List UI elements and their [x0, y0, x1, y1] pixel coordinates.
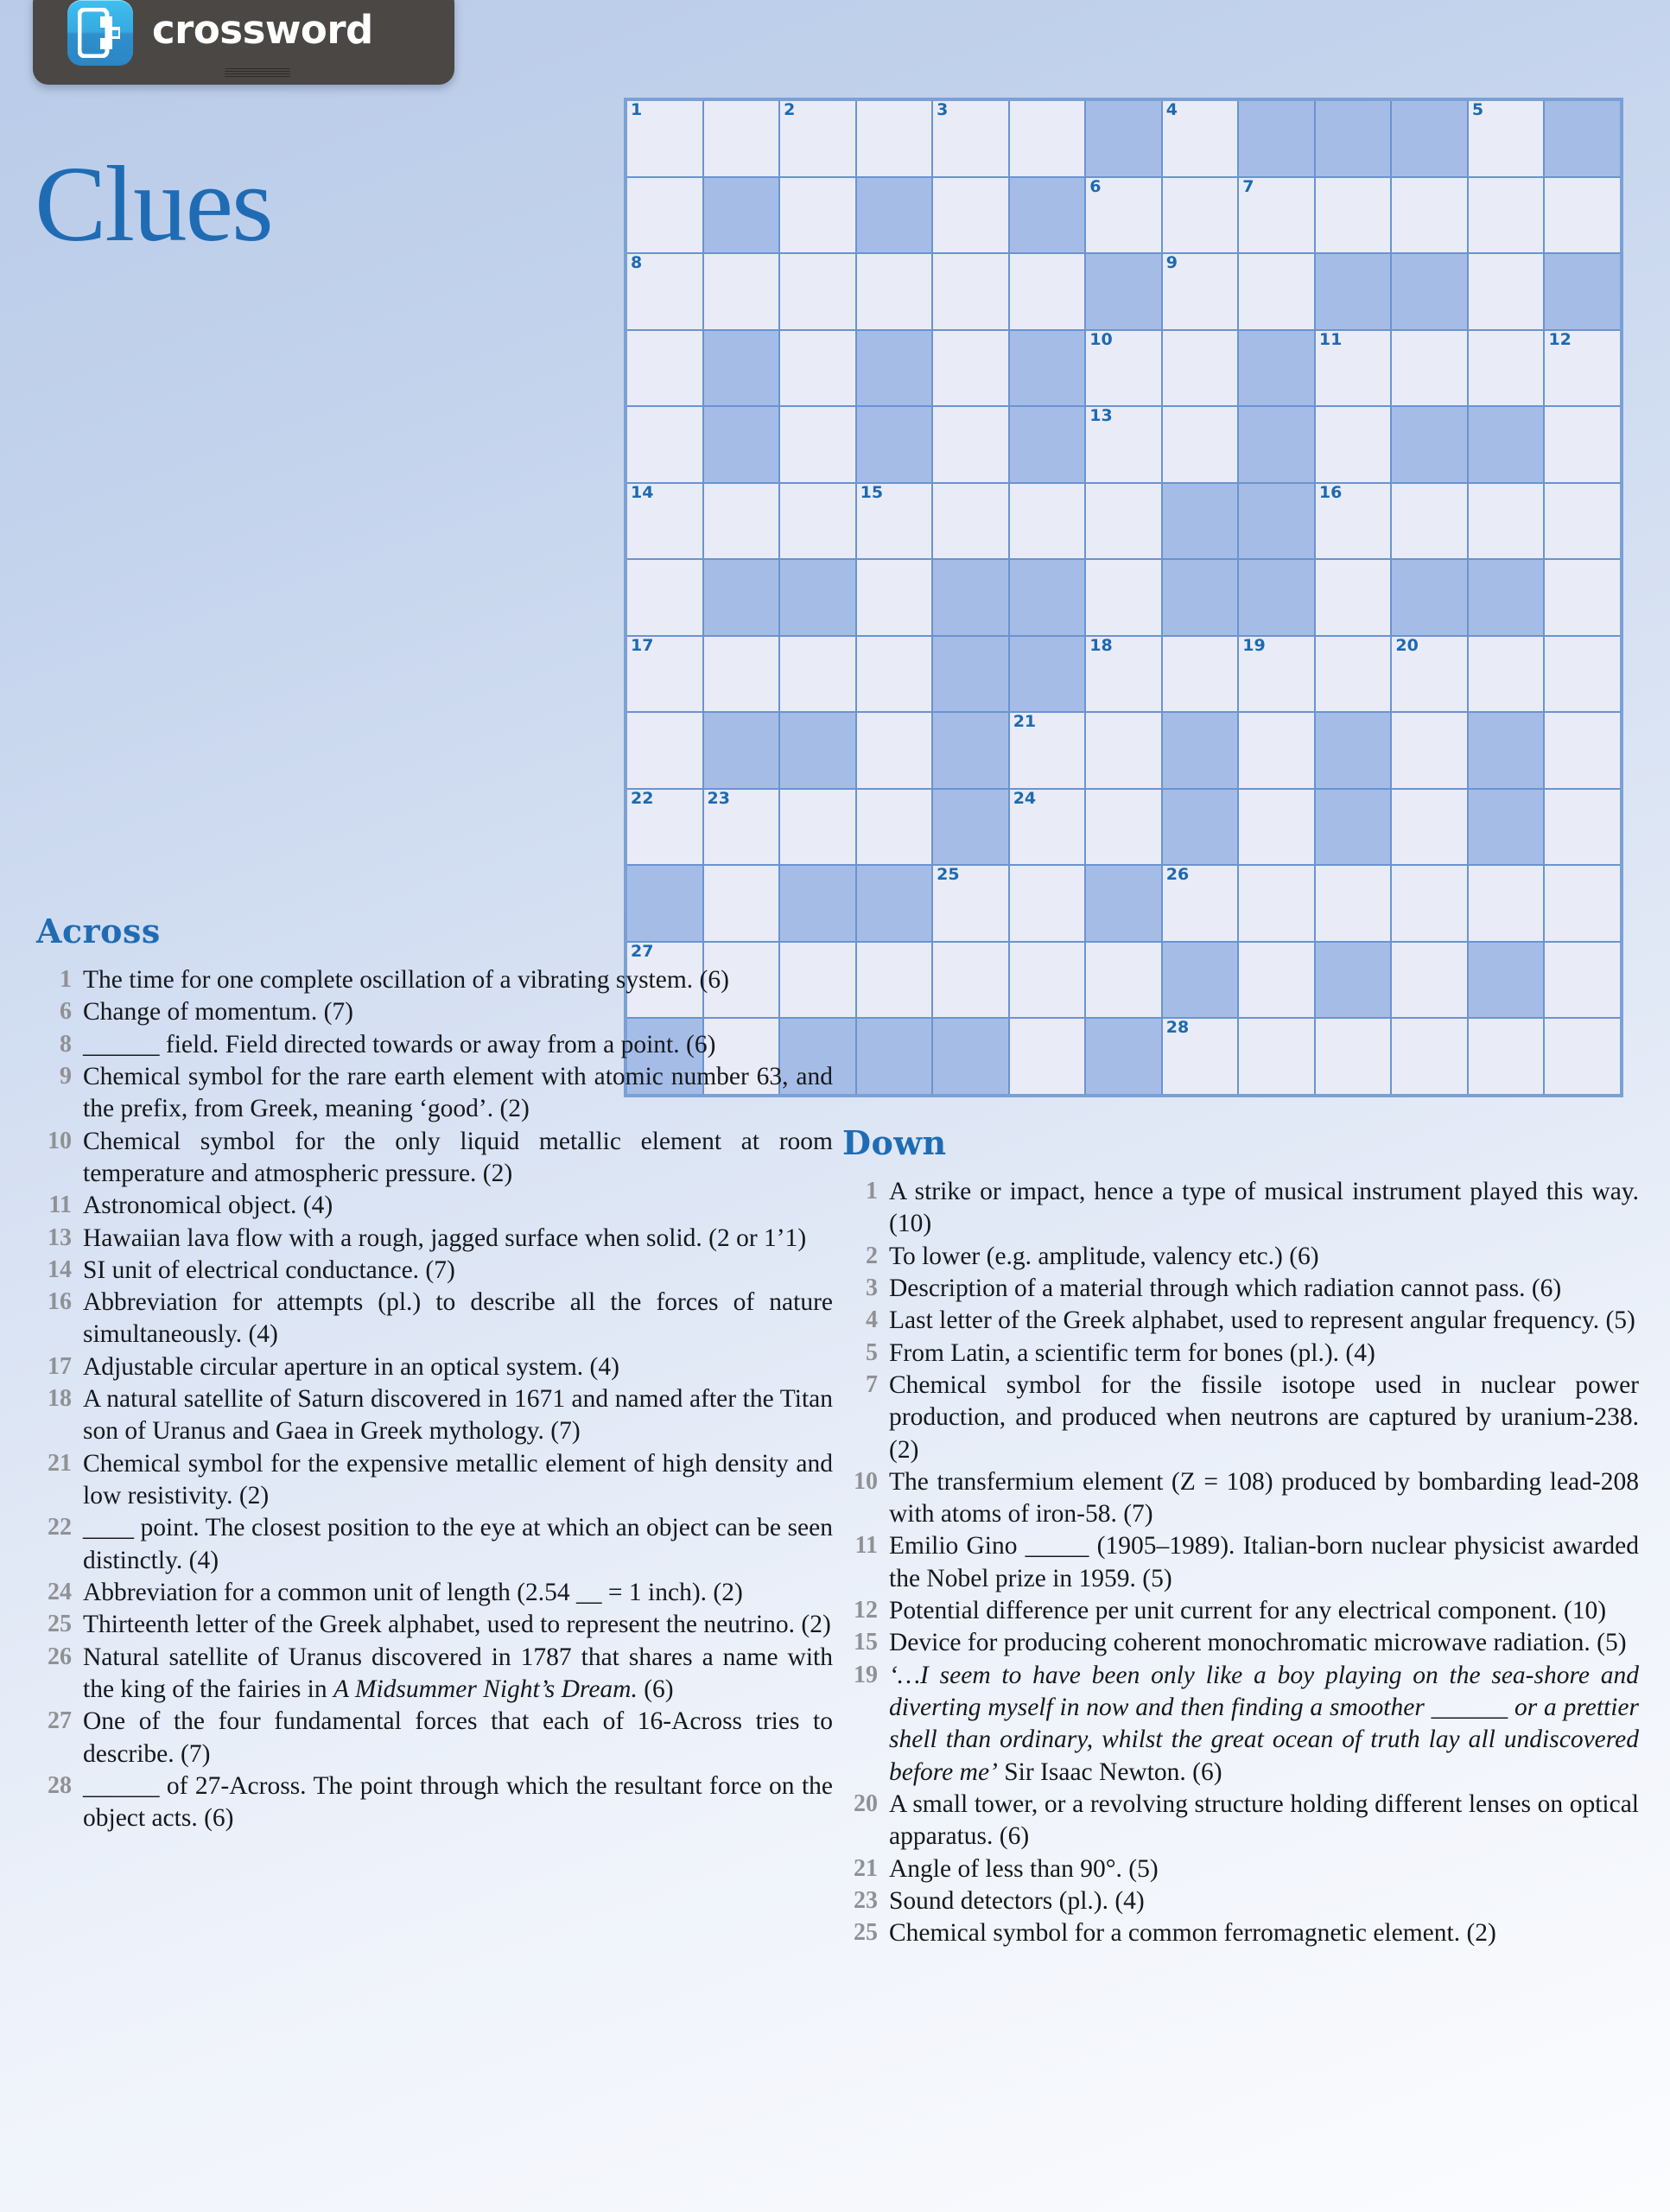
grid-cell[interactable]	[1163, 1019, 1238, 1094]
across-clue-text: Chemical symbol for the expensive metallic element of high density and low resistivity. (2)	[83, 1449, 833, 1510]
grid-cell[interactable]	[1545, 790, 1620, 865]
down-clue-number: 10	[854, 1467, 878, 1495]
grid-cell-blocked	[857, 178, 932, 253]
grid-cell[interactable]	[1163, 101, 1238, 176]
grid-cell-blocked	[1316, 101, 1391, 176]
grid-cell[interactable]	[780, 637, 855, 712]
grid-cell[interactable]	[1010, 1019, 1085, 1094]
across-clue-list	[36, 964, 833, 1834]
grid-cell[interactable]	[1392, 1019, 1467, 1094]
grid-cell-blocked	[1392, 254, 1467, 329]
grid-cell[interactable]	[1086, 790, 1161, 865]
grid-cell[interactable]	[857, 790, 932, 865]
grid-cell[interactable]	[1086, 484, 1161, 559]
across-clue-text: Hawaiian lava flow with a rough, jagged surface when solid. (2 or 1’1)	[83, 1224, 807, 1252]
across-clue-text: Chemical symbol for the rare earth element with atomic number 63, and the prefix, from Greek, meaning ‘good’. (2)	[83, 1062, 833, 1123]
across-clue-item[interactable]	[36, 1126, 833, 1191]
grid-cell-number: 9	[1165, 253, 1178, 273]
page-title: Clues	[35, 145, 272, 264]
across-clue-item[interactable]	[36, 1223, 833, 1255]
grid-cell-number: 17	[631, 635, 654, 655]
grid-cell[interactable]	[857, 254, 932, 329]
across-clue-text: Astronomical object. (4)	[83, 1192, 333, 1220]
across-clue-number: 22	[48, 1514, 72, 1541]
grid-cell-blocked	[1469, 943, 1544, 1018]
grid-cell-number: 13	[1089, 406, 1113, 426]
down-clue-text: A small tower, or a revolving structure holding different lenses on optical apparatus. (6)	[889, 1789, 1639, 1851]
grid-cell[interactable]	[933, 484, 1008, 559]
grid-cell-blocked	[1316, 254, 1391, 329]
grid-cell-blocked	[1086, 254, 1161, 329]
grid-cell-blocked	[1239, 484, 1314, 559]
app-title-bar	[33, 0, 454, 85]
grid-cell-blocked	[1239, 407, 1314, 482]
grid-cell-blocked	[1163, 790, 1238, 865]
down-clue-text: Device for producing coherent monochromatic microwave radiation. (5)	[889, 1629, 1627, 1657]
grid-cell[interactable]	[1086, 637, 1161, 712]
across-clue-item[interactable]	[36, 1609, 833, 1641]
across-clue-item[interactable]	[36, 1512, 833, 1577]
down-clue-text: A strike or impact, hence a type of musical instrument played this way. (10)	[889, 1178, 1639, 1238]
grid-cell-blocked	[1010, 560, 1085, 635]
grid-cell[interactable]	[780, 790, 855, 865]
grid-cell-number: 5	[1471, 100, 1484, 119]
down-clue-item[interactable]	[842, 1853, 1639, 1885]
grid-cell-blocked	[1086, 1019, 1161, 1094]
grid-cell[interactable]	[933, 178, 1008, 253]
grid-cell[interactable]	[857, 637, 932, 712]
grid-cell-number: 3	[937, 100, 949, 119]
grid-cell[interactable]	[1010, 713, 1085, 788]
across-clue-number: 25	[48, 1611, 72, 1638]
grid-cell-blocked	[1316, 943, 1391, 1018]
across-clue-item[interactable]	[36, 964, 833, 996]
grid-cell[interactable]	[1010, 866, 1085, 941]
grid-cell[interactable]	[780, 254, 855, 329]
grid-cell[interactable]	[780, 101, 855, 176]
grid-cell-blocked	[1163, 560, 1238, 635]
down-clue-list	[842, 1176, 1639, 1950]
down-clue-text: Sound detectors (pl.). (4)	[889, 1886, 1145, 1915]
grid-cell-number: 7	[1242, 176, 1254, 196]
grid-cell[interactable]	[1469, 637, 1544, 712]
grid-cell[interactable]	[1163, 178, 1238, 253]
grid-cell[interactable]	[1316, 407, 1391, 482]
grid-cell[interactable]	[704, 484, 779, 559]
crossword-glyph	[78, 8, 123, 58]
across-clue-text: Change of momentum. (7)	[83, 998, 353, 1027]
across-clue-text: Abbreviation for attempts (pl.) to describe all the forces of nature simultaneously. (4)	[83, 1288, 833, 1349]
grid-cell[interactable]	[780, 407, 855, 482]
grid-cell[interactable]	[1086, 943, 1161, 1018]
across-clue-text: Adjustable circular aperture in an optical system. (4)	[83, 1352, 619, 1381]
grid-cell-blocked	[1239, 331, 1314, 406]
down-clue-text: Chemical symbol for the fissile isotope used in nuclear power production, and produced when neutrons are captured by uranium-238. (2)	[889, 1370, 1639, 1464]
grid-cell[interactable]	[933, 866, 1008, 941]
grid-cell[interactable]	[627, 560, 702, 635]
grid-cell-blocked	[857, 407, 932, 482]
grid-cell[interactable]	[857, 560, 932, 635]
grid-cell-blocked	[704, 331, 779, 406]
grid-cell-blocked	[704, 713, 779, 788]
grid-cell[interactable]	[1545, 407, 1620, 482]
across-clue-item[interactable]	[36, 1029, 833, 1061]
grid-cell-blocked	[933, 637, 1008, 712]
grid-cell-blocked	[1239, 560, 1314, 635]
grid-cell-blocked	[1010, 637, 1085, 712]
grid-cell[interactable]	[933, 331, 1008, 406]
grid-cell[interactable]	[857, 943, 932, 1018]
grid-cell-number: 20	[1395, 635, 1419, 655]
grid-cell-blocked	[1163, 713, 1238, 788]
grid-cell-blocked	[1316, 790, 1391, 865]
grid-cell-number: 11	[1318, 329, 1343, 349]
across-clue-item[interactable]	[36, 1061, 833, 1126]
across-clue-item[interactable]	[36, 1383, 833, 1448]
grid-cell-blocked	[1469, 790, 1544, 865]
grid-cell-number: 25	[937, 865, 960, 885]
grid-cell[interactable]	[1239, 1019, 1314, 1094]
grid-cell-blocked	[1010, 178, 1085, 253]
across-clue-number: 24	[48, 1578, 72, 1605]
grid-cell[interactable]	[780, 331, 855, 406]
across-clue-number: 21	[48, 1449, 72, 1477]
grid-cell[interactable]	[1392, 484, 1467, 559]
across-clue-number: 18	[48, 1385, 72, 1413]
grid-cell[interactable]	[627, 484, 702, 559]
down-clue-number: 1	[866, 1178, 878, 1205]
across-clue-number: 28	[48, 1771, 72, 1799]
grid-cell-number: 27	[631, 941, 654, 961]
down-clue-item[interactable]	[842, 1917, 1639, 1949]
grid-cell-blocked	[1163, 943, 1238, 1018]
grid-cell[interactable]	[1316, 1019, 1391, 1094]
grid-cell[interactable]	[1163, 866, 1238, 941]
grid-cell[interactable]	[627, 331, 702, 406]
down-clue-item[interactable]	[842, 1660, 1639, 1789]
grid-cell[interactable]	[933, 254, 1008, 329]
grid-cell[interactable]	[1392, 713, 1467, 788]
grid-cell-blocked	[704, 178, 779, 253]
across-clue-number: 14	[48, 1255, 72, 1283]
grid-cell[interactable]	[1469, 866, 1544, 941]
grid-cell[interactable]	[1086, 178, 1161, 253]
across-clue-item[interactable]	[36, 1287, 833, 1351]
grid-cell-blocked	[1086, 101, 1161, 176]
grid-cell-blocked	[857, 1019, 932, 1094]
grid-cell[interactable]	[1239, 254, 1314, 329]
grid-cell[interactable]	[1239, 943, 1314, 1018]
grid-cell[interactable]	[933, 943, 1008, 1018]
down-clue-number: 20	[854, 1789, 878, 1817]
grid-cell[interactable]	[1392, 637, 1467, 712]
across-clue-number: 9	[60, 1062, 72, 1090]
down-clue-number: 11	[854, 1532, 878, 1560]
down-clue-number: 21	[854, 1854, 878, 1882]
grid-cell[interactable]	[1469, 484, 1544, 559]
grid-cell[interactable]	[1239, 637, 1314, 712]
across-clue-item[interactable]	[36, 1770, 833, 1835]
across-clue-number: 17	[48, 1352, 72, 1380]
down-heading: Down	[842, 1123, 947, 1162]
grid-cell-blocked	[780, 560, 855, 635]
across-clue-text: The time for one complete oscillation of a vibrating system. (6)	[83, 966, 729, 994]
grid-cell[interactable]	[933, 101, 1008, 176]
grid-cell-blocked	[1545, 254, 1620, 329]
across-clue-number: 10	[48, 1127, 72, 1154]
grid-cell[interactable]	[1545, 866, 1620, 941]
down-clue-number: 19	[854, 1661, 878, 1688]
down-clue-number: 2	[866, 1242, 878, 1269]
across-clue-text: One of the four fundamental forces that each of 16-Across tries to describe. (7)	[83, 1707, 833, 1768]
grid-cell[interactable]	[1239, 178, 1314, 253]
down-clue-text: Angle of less than 90°. (5)	[889, 1854, 1159, 1883]
across-clue-number: 6	[60, 998, 72, 1026]
grid-cell[interactable]	[1469, 101, 1544, 176]
down-clue-text: Chemical symbol for a common ferromagnetic element. (2)	[889, 1919, 1496, 1948]
down-clue-text: To lower (e.g. amplitude, valency etc.) (6)	[889, 1242, 1319, 1270]
grid-cell[interactable]	[1163, 407, 1238, 482]
grid-cell[interactable]	[857, 101, 932, 176]
grid-cell[interactable]	[1010, 101, 1085, 176]
down-clue-text: Last letter of the Greek alphabet, used to represent angular frequency. (5)	[889, 1306, 1635, 1335]
across-heading: Across	[36, 912, 161, 950]
grid-cell-number: 8	[631, 253, 643, 273]
grid-cell[interactable]	[704, 101, 779, 176]
grid-cell-blocked	[1392, 407, 1467, 482]
down-clue-item[interactable]	[842, 1305, 1639, 1337]
across-clue-text: Abbreviation for a common unit of length (2.54 __ = 1 inch). (2)	[83, 1578, 743, 1606]
across-clue-text: ______ of 27-Across. The point through which the resultant force on the object acts. (6)	[83, 1771, 833, 1833]
grid-cell-number: 4	[1165, 100, 1178, 119]
grid-cell[interactable]	[704, 790, 779, 865]
grid-cell[interactable]	[780, 484, 855, 559]
down-clue-item[interactable]	[842, 1370, 1639, 1466]
grid-cell-number: 18	[1089, 635, 1113, 655]
grid-cell-number: 14	[631, 482, 654, 502]
grid-cell-number: 2	[784, 100, 796, 119]
grid-cell-blocked	[1010, 407, 1085, 482]
across-clue-item[interactable]	[36, 1706, 833, 1770]
grid-cell-blocked	[1469, 560, 1544, 635]
window-grip-icon	[225, 68, 290, 79]
grid-cell[interactable]	[1163, 331, 1238, 406]
grid-cell[interactable]	[1163, 254, 1238, 329]
across-clue-item[interactable]	[36, 1351, 833, 1383]
across-clue-item[interactable]	[36, 996, 833, 1028]
grid-cell[interactable]	[1010, 790, 1085, 865]
down-clue-text: From Latin, a scientific term for bones (pl.). (4)	[889, 1338, 1375, 1367]
grid-cell-blocked	[1392, 560, 1467, 635]
grid-cell-number: 28	[1165, 1018, 1190, 1038]
grid-cell[interactable]	[1545, 637, 1620, 712]
down-clue-text: Emilio Gino _____ (1905–1989). Italian-born nuclear physicist awarded the Nobel prize in 1959. (5)	[889, 1532, 1639, 1592]
grid-cell[interactable]	[1545, 713, 1620, 788]
grid-cell-blocked	[933, 713, 1008, 788]
grid-cell-blocked	[933, 560, 1008, 635]
grid-cell[interactable]	[1392, 178, 1467, 253]
grid-cell[interactable]	[1010, 484, 1085, 559]
down-clue-item[interactable]	[842, 1338, 1639, 1370]
grid-cell-blocked	[1316, 713, 1391, 788]
grid-cell-blocked	[1392, 101, 1467, 176]
grid-cell[interactable]	[1392, 943, 1467, 1018]
grid-cell-number: 12	[1548, 329, 1572, 349]
grid-cell[interactable]	[704, 637, 779, 712]
grid-cell-number: 6	[1089, 176, 1102, 196]
down-clue-item[interactable]	[842, 1176, 1639, 1241]
grid-cell[interactable]	[1469, 1019, 1544, 1094]
grid-cell[interactable]	[1545, 943, 1620, 1018]
across-clue-item[interactable]	[36, 1190, 833, 1222]
grid-cell-blocked	[780, 713, 855, 788]
down-clues-section	[842, 1123, 1639, 1950]
across-clue-text: SI unit of electrical conductance. (7)	[83, 1255, 455, 1284]
grid-cell[interactable]	[1469, 331, 1544, 406]
grid-cell[interactable]	[1239, 866, 1314, 941]
grid-cell[interactable]	[1316, 178, 1391, 253]
grid-cell[interactable]	[1316, 331, 1391, 406]
across-clue-text: Chemical symbol for the only liquid metallic element at room temperature and atmospheric pressure. (2)	[83, 1127, 833, 1187]
down-clue-item[interactable]	[842, 1595, 1639, 1627]
grid-cell-number: 22	[631, 788, 654, 808]
grid-cell[interactable]	[780, 178, 855, 253]
grid-cell[interactable]	[1469, 178, 1544, 253]
grid-cell[interactable]	[1316, 560, 1391, 635]
grid-cell-blocked	[1239, 101, 1314, 176]
crossword-app-icon	[67, 0, 133, 66]
grid-cell[interactable]	[1469, 254, 1544, 329]
grid-cell-number: 23	[707, 788, 730, 808]
down-clue-item[interactable]	[842, 1885, 1639, 1917]
across-clues-section	[36, 912, 833, 1834]
down-clue-number: 12	[854, 1597, 878, 1624]
down-clue-number: 7	[866, 1370, 878, 1398]
grid-cell[interactable]	[1316, 866, 1391, 941]
grid-cell[interactable]	[627, 254, 702, 329]
grid-cell[interactable]	[1545, 560, 1620, 635]
across-clue-item[interactable]	[36, 1642, 833, 1707]
down-clue-number: 25	[854, 1919, 878, 1947]
grid-cell[interactable]	[1086, 407, 1161, 482]
grid-cell[interactable]	[1316, 484, 1391, 559]
down-clue-number: 5	[866, 1338, 878, 1366]
grid-cell-blocked	[1086, 866, 1161, 941]
grid-cell-number: 10	[1089, 329, 1113, 349]
grid-cell[interactable]	[1086, 331, 1161, 406]
across-clue-text: Thirteenth letter of the Greek alphabet, used to represent the neutrino. (2)	[83, 1611, 831, 1639]
grid-cell-blocked	[1469, 407, 1544, 482]
across-clue-number: 27	[48, 1707, 72, 1735]
grid-cell[interactable]	[1010, 254, 1085, 329]
grid-cell-blocked	[933, 1019, 1008, 1094]
grid-cell-blocked	[704, 560, 779, 635]
grid-cell[interactable]	[627, 407, 702, 482]
down-clue-text: Potential difference per unit current for any electrical component. (10)	[889, 1597, 1607, 1625]
across-clue-text: ______ field. Field directed towards or away from a point. (6)	[83, 1030, 716, 1058]
across-clue-text: Natural satellite of Uranus discovered in 1787 that shares a name with the king of the fairies in A Midsummer Night’s Dream. (6)	[83, 1643, 833, 1703]
grid-cell[interactable]	[627, 637, 702, 712]
grid-cell-blocked	[857, 331, 932, 406]
across-clue-number: 16	[48, 1288, 72, 1316]
down-clue-item[interactable]	[842, 1789, 1639, 1853]
down-clue-number: 3	[866, 1274, 878, 1301]
down-clue-item[interactable]	[842, 1273, 1639, 1305]
grid-cell-number: 15	[860, 482, 884, 502]
grid-cell[interactable]	[1086, 713, 1161, 788]
down-clue-text: Description of a material through which radiation cannot pass. (6)	[889, 1274, 1562, 1302]
down-clue-number: 23	[854, 1886, 878, 1914]
down-clue-number: 4	[866, 1306, 878, 1334]
down-clue-number: 15	[854, 1629, 878, 1656]
grid-cell[interactable]	[857, 484, 932, 559]
grid-cell-blocked	[1469, 713, 1544, 788]
across-clue-item[interactable]	[36, 1448, 833, 1513]
grid-cell[interactable]	[1392, 331, 1467, 406]
grid-cell-blocked	[1010, 331, 1085, 406]
grid-cell-blocked	[1163, 484, 1238, 559]
down-clue-item[interactable]	[842, 1530, 1639, 1595]
down-clue-text: ‘…I seem to have been only like a boy playing on the sea-shore and diverting myself in now and then finding a smoother ______ or a prettier shell than ordinary, whilst the great ocean of truth lay all undiscovered before me’ Sir Isaac Newton. (6)	[889, 1661, 1639, 1786]
grid-cell-blocked	[857, 866, 932, 941]
across-clue-text: A natural satellite of Saturn discovered in 1671 and named after the Titan son of Uranus and Gaea in Greek mythology. (7)	[83, 1385, 833, 1446]
grid-cell-number: 26	[1165, 865, 1190, 885]
grid-cell[interactable]	[1392, 790, 1467, 865]
grid-cell[interactable]	[1545, 1019, 1620, 1094]
across-clue-number: 1	[60, 966, 72, 993]
grid-cell-number: 24	[1013, 788, 1037, 808]
down-clue-text: The transfermium element (Z = 108) produced by bombarding lead-208 with atoms of iron-58. (7)	[889, 1467, 1639, 1529]
grid-cell[interactable]	[1545, 178, 1620, 253]
grid-cell[interactable]	[1545, 331, 1620, 406]
grid-cell[interactable]	[1086, 560, 1161, 635]
down-clue-item[interactable]	[842, 1627, 1639, 1659]
grid-cell-number: 1	[631, 100, 643, 119]
grid-cell-blocked	[704, 407, 779, 482]
grid-cell[interactable]	[933, 407, 1008, 482]
grid-cell[interactable]	[1316, 637, 1391, 712]
grid-cell[interactable]	[627, 178, 702, 253]
across-clue-number: 11	[48, 1192, 72, 1219]
grid-cell[interactable]	[1545, 484, 1620, 559]
grid-cell[interactable]	[627, 101, 702, 176]
across-clue-text: ____ point. The closest position to the eye at which an object can be seen distinctly. (4)	[83, 1514, 833, 1574]
across-clue-number: 8	[60, 1030, 72, 1058]
grid-cell[interactable]	[1010, 943, 1085, 1018]
across-clue-number: 13	[48, 1224, 72, 1251]
grid-cell-blocked	[933, 790, 1008, 865]
grid-cell-blocked	[1545, 101, 1620, 176]
grid-cell-number: 16	[1318, 482, 1343, 502]
grid-cell[interactable]	[1163, 637, 1238, 712]
grid-cell[interactable]	[627, 713, 702, 788]
grid-cell[interactable]	[1239, 713, 1314, 788]
grid-cell-number: 19	[1242, 635, 1266, 655]
down-clue-item[interactable]	[842, 1466, 1639, 1531]
across-clue-item[interactable]	[36, 1577, 833, 1609]
app-title: crossword	[152, 7, 373, 53]
grid-cell[interactable]	[1239, 790, 1314, 865]
grid-cell[interactable]	[627, 790, 702, 865]
grid-cell[interactable]	[857, 713, 932, 788]
down-clue-item[interactable]	[842, 1241, 1639, 1273]
across-clue-item[interactable]	[36, 1255, 833, 1287]
across-clue-number: 26	[48, 1643, 72, 1670]
grid-cell-number: 21	[1013, 712, 1037, 732]
grid-cell[interactable]	[1392, 866, 1467, 941]
grid-cell[interactable]	[704, 254, 779, 329]
